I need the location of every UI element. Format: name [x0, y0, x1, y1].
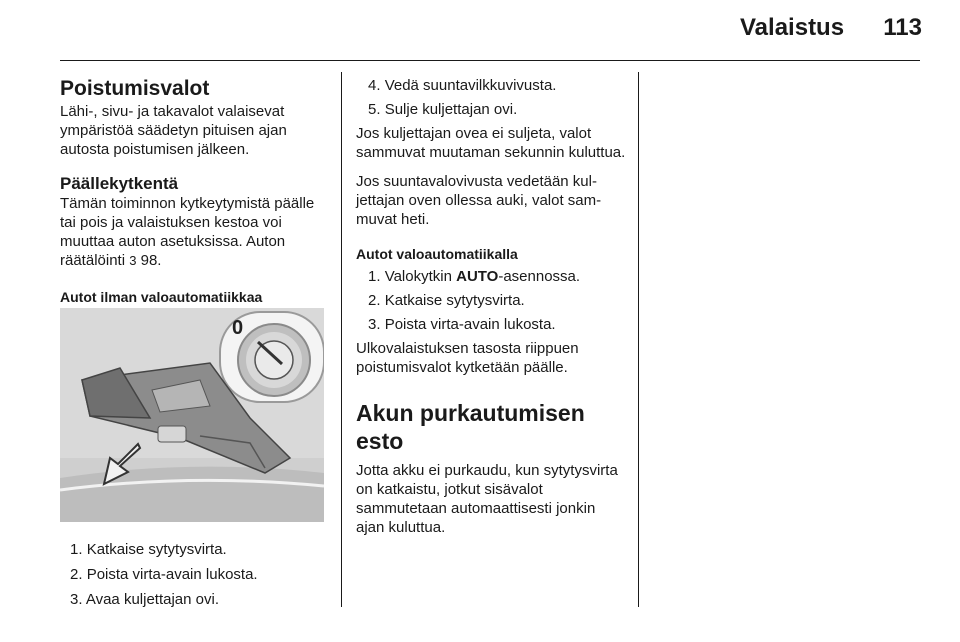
activation-text: Tämän toiminnon kytkeytymistä päälle tai pois ja valaistuksen kestoa voi muuttaa auton asetuksissa. Auton räätälöinti [60, 195, 315, 269]
list-item: 2. Katkaise sytytysvirta. [368, 292, 525, 309]
column-left [60, 76, 330, 310]
page-number: 113 [883, 14, 922, 41]
list-item: 3. Poista virta-avain lukosta. [368, 316, 556, 333]
chapter-title: Valaistus [740, 14, 845, 41]
column-divider-1 [341, 72, 342, 607]
list-item: 4. Vedä suuntavilkkuvivusta. [368, 77, 557, 94]
section-heading-battery: Akun purkautumisen esto [356, 400, 585, 454]
list-item: 1. Valokytkin AUTO-asennossa. [368, 268, 581, 285]
list-item: 3. Avaa kuljettajan ovi. [70, 591, 219, 608]
exit-lights-paragraph: Lähi-, sivu- ja takavalot valaisevat ympäristöä säädetyn pituisen ajan autosta poistumisen jälkeen. [60, 103, 287, 158]
subheading-activation: Päällekytkentä [60, 174, 179, 193]
column-middle [356, 76, 626, 537]
column-divider-2 [638, 72, 639, 607]
lever-paragraph: Jos suuntavalovivusta vedetään kuljettajan oven ollessa auki, valot sammuvat heti. [356, 173, 602, 228]
list-item: 2. Poista virta-avain lukosta. [70, 566, 258, 583]
auto-paragraph: Ulkovalaistuksen tasosta riippuen poistumisvalot kytketään päälle. [356, 340, 579, 376]
subheading-no-auto: Autot ilman valoautomatiikkaa [60, 289, 263, 305]
subheading-with-auto: Autot valoautomatiikalla [356, 246, 518, 262]
section-heading-exit-lights: Poistumisvalot [60, 77, 210, 100]
illustration-light-lever [60, 308, 324, 522]
auto-position-label: AUTO [456, 268, 499, 285]
steps-list-continued [356, 76, 626, 119]
page-reference-icon: 3 [129, 253, 137, 268]
list-item: 1. Katkaise sytytysvirta. [70, 541, 227, 558]
page-reference: 98. [140, 252, 162, 269]
lever-illustration-svg [60, 308, 324, 522]
header-divider [60, 60, 920, 61]
steps-list-no-auto [70, 536, 330, 615]
door-open-paragraph: Jos kuljettajan ovea ei suljeta, valot sammuvat muutaman sekunnin kuluttua. [356, 125, 626, 161]
steps-list-auto [356, 267, 626, 334]
battery-paragraph: Jotta akku ei purkaudu, kun sytytysvirta on katkaistu, jotkut sisävalot sammutetaan automaattisesti jonkin ajan kuluttua. [356, 462, 618, 536]
key-position-label: 0 [232, 317, 244, 339]
list-item: 5. Sulje kuljettajan ovi. [368, 101, 518, 118]
activation-paragraph [60, 194, 330, 270]
